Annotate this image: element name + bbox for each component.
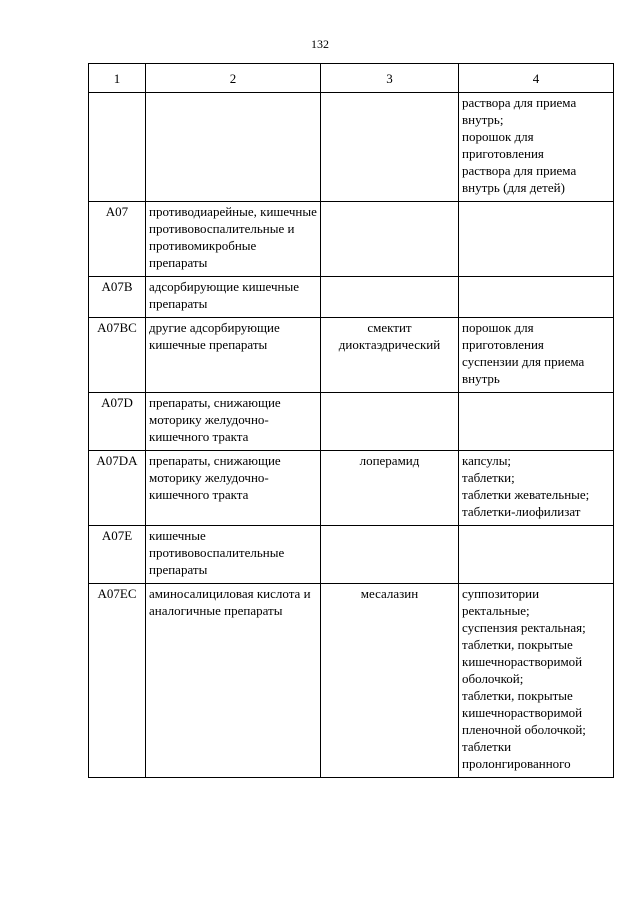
pharmacological-group-cell-text: противодиарейные, кишечные противовоспалительные и противомикробные препараты — [149, 204, 317, 270]
dosage-form-line: внутрь — [462, 371, 500, 386]
atc-code-cell-text: A07D — [101, 395, 133, 410]
dosage-form-line: порошок для — [462, 320, 534, 335]
table-row — [89, 526, 614, 584]
dosage-form-cell — [459, 393, 614, 451]
column-header-2: 2 — [146, 64, 321, 93]
pharmacological-group-cell — [146, 584, 321, 778]
dosage-form-cell — [459, 584, 614, 778]
dosage-form-line: таблетки, покрытые — [462, 688, 573, 703]
dosage-form-line: кишечнорастворимой — [462, 705, 583, 720]
drug-name-cell — [321, 202, 459, 277]
drug-name-cell — [321, 93, 459, 202]
drug-name-cell — [321, 318, 459, 393]
atc-code-cell — [89, 584, 146, 778]
dosage-form-line: суспензии для приема — [462, 354, 585, 369]
pharmacological-group-cell — [146, 393, 321, 451]
column-header-3: 3 — [321, 64, 459, 93]
page-number: 132 — [311, 37, 329, 51]
pharmacological-group-cell-text: препараты, снижающие моторику желудочно-кишечного тракта — [149, 453, 281, 502]
atc-code-cell-text: A07 — [105, 204, 129, 219]
pharmacological-group-cell-text: адсорбирующие кишечные препараты — [149, 279, 299, 311]
atc-code-cell — [89, 202, 146, 277]
atc-code-cell — [89, 393, 146, 451]
pharmacological-group-cell — [146, 93, 321, 202]
dosage-form-line: оболочкой; — [462, 671, 524, 686]
dosage-form-line: ректальные; — [462, 603, 530, 618]
dosage-form-line: таблетки жевательные; — [462, 487, 590, 502]
table-row — [89, 318, 614, 393]
dosage-form-line: внутрь (для детей) — [462, 180, 565, 195]
drug-name-cell — [321, 277, 459, 318]
column-header-4: 4 — [459, 64, 614, 93]
atc-code-cell-text: A07BC — [97, 320, 137, 335]
atc-code-cell-text: A07DA — [96, 453, 138, 468]
atc-code-cell — [89, 93, 146, 202]
pharmacological-group-cell-text: препараты, снижающие моторику желудочно-кишечного тракта — [149, 395, 281, 444]
dosage-form-cell — [459, 277, 614, 318]
dosage-form-line: приготовления — [462, 337, 544, 352]
drug-name-cell — [321, 451, 459, 526]
dosage-form-line: суспензия ректальная; — [462, 620, 586, 635]
table-row — [89, 451, 614, 526]
pharmacological-group-cell — [146, 202, 321, 277]
table-row — [89, 277, 614, 318]
dosage-form-line: порошок для — [462, 129, 534, 144]
drug-table — [88, 63, 614, 778]
drug-name-cell-text: смектит диоктаэдрический — [338, 320, 441, 352]
dosage-form-cell — [459, 526, 614, 584]
dosage-form-cell — [459, 93, 614, 202]
dosage-form-line: таблетки; — [462, 470, 515, 485]
pharmacological-group-cell — [146, 526, 321, 584]
drug-name-cell — [321, 393, 459, 451]
dosage-form-line: раствора для приема — [462, 95, 577, 110]
table-row — [89, 93, 614, 202]
dosage-form-line: таблетки — [462, 739, 512, 754]
dosage-form-line: капсулы; — [462, 453, 512, 468]
column-header-1: 1 — [89, 64, 146, 93]
table-header-row — [89, 64, 614, 93]
atc-code-cell — [89, 318, 146, 393]
table-row — [89, 393, 614, 451]
pharmacological-group-cell — [146, 451, 321, 526]
drug-name-cell-text: лоперамид — [359, 453, 420, 468]
dosage-form-line: таблетки, покрытые — [462, 637, 573, 652]
atc-code-cell-text: A07E — [101, 528, 133, 543]
table-row — [89, 202, 614, 277]
drug-name-cell-text: месалазин — [360, 586, 419, 601]
drug-name-cell — [321, 584, 459, 778]
atc-code-cell-text: A07B — [101, 279, 133, 294]
pharmacological-group-cell — [146, 277, 321, 318]
dosage-form-line: суппозитории — [462, 586, 540, 601]
atc-code-cell — [89, 451, 146, 526]
dosage-form-cell — [459, 451, 614, 526]
atc-code-cell — [89, 526, 146, 584]
pharmacological-group-cell-text: кишечные противовоспалительные препараты — [149, 528, 285, 577]
atc-code-cell-text: A07EC — [97, 586, 137, 601]
dosage-form-line: таблетки-лиофилизат — [462, 504, 581, 519]
pharmacological-group-cell-text: другие адсорбирующие кишечные препараты — [149, 320, 280, 352]
dosage-form-line: внутрь; — [462, 112, 504, 127]
dosage-form-line: раствора для приема — [462, 163, 577, 178]
pharmacological-group-cell-text: аминосалициловая кислота и аналогичные препараты — [149, 586, 311, 618]
dosage-form-cell — [459, 318, 614, 393]
dosage-form-line: пленочной оболочкой; — [462, 722, 586, 737]
pharmacological-group-cell — [146, 318, 321, 393]
dosage-form-line: пролонгированного — [462, 756, 571, 771]
drug-name-cell — [321, 526, 459, 584]
dosage-form-cell — [459, 202, 614, 277]
atc-code-cell — [89, 277, 146, 318]
table-row — [89, 584, 614, 778]
dosage-form-line: кишечнорастворимой — [462, 654, 583, 669]
dosage-form-line: приготовления — [462, 146, 544, 161]
